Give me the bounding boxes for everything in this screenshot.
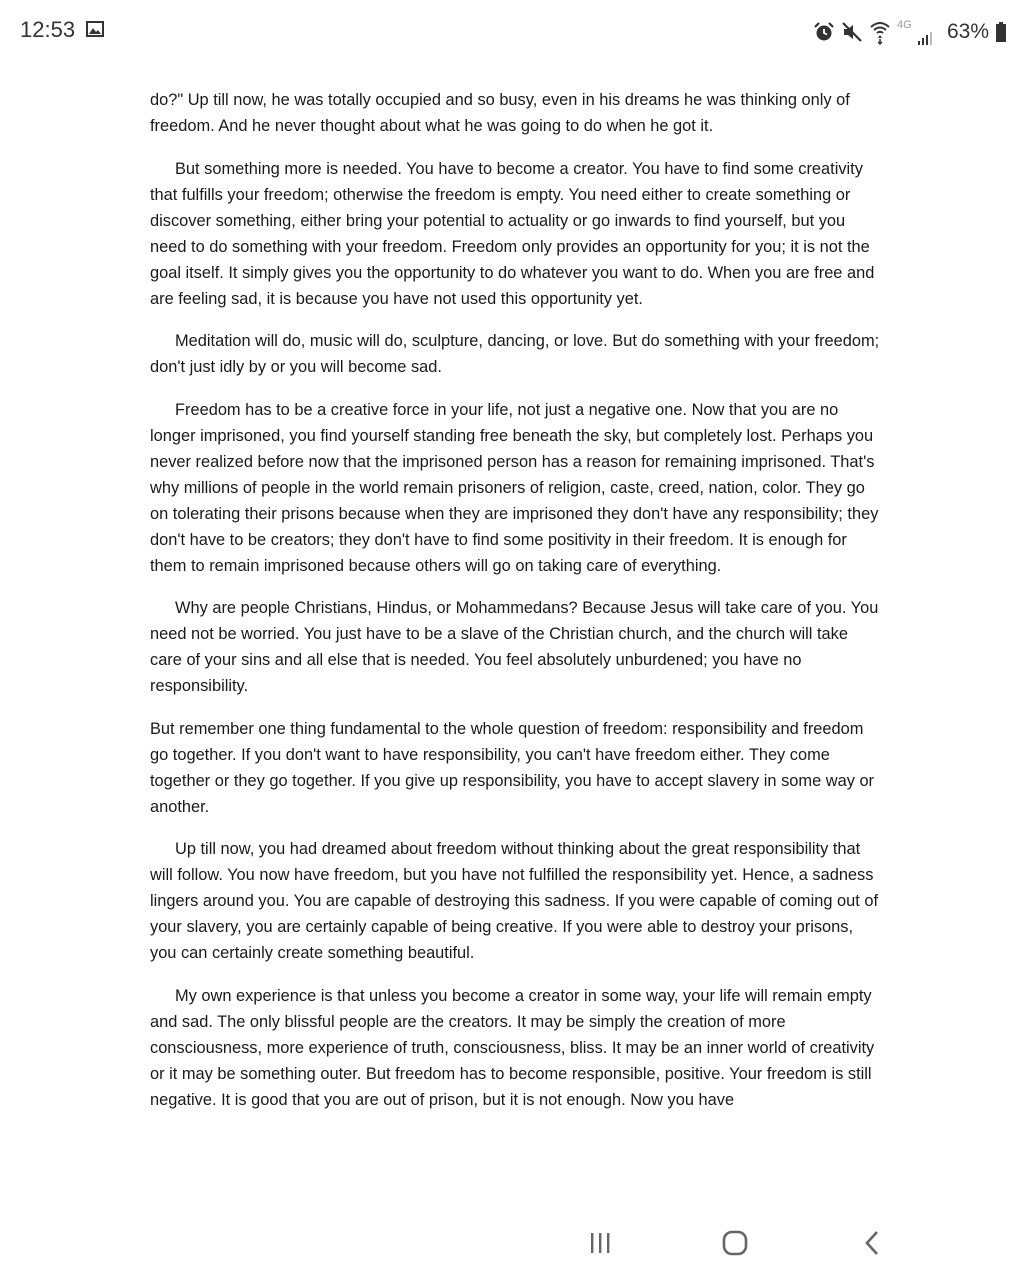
paragraph: My own experience is that unless you become a creator in some way, your life will remain empty and sad. The only blissful people are the creators. It may be simply the creation of more consciousness, more experience of truth, consciousness, bliss. It may be an inner world of creativity or it may be something outer. But freedom has to become responsible, positive. Your freedom is still negative. It is good that you are out of prison, but it is not enough. Now you have [150, 986, 875, 1109]
paragraph: But something more is needed. You have to become a creator. You have to find some creativity that fulfills your freedom; otherwise the freedom is empty. You need either to create something or discover something, either bring your potential to actuality or go inwards to find yourself, but you need to do something with your freedom. Freedom only provides an opportunity for you; it is not the goal itself. It simply gives you the opportunity to do whatever you want to do. When you are free and are feeling sad, it is because you have not used this opportunity yet. [150, 159, 875, 308]
back-button[interactable] [855, 1228, 889, 1258]
document-page[interactable] [150, 87, 880, 1129]
wifi-icon [869, 19, 891, 45]
signal-icon [897, 19, 937, 45]
paragraph: Freedom has to be a creative force in your life, not just a negative one. Now that you are no longer imprisoned, you find yourself standing free beneath the sky, but completely lost. Perhaps you never realized before now that the imprisoned person has a reason for remaining imprisoned. That's why millions of people in the world remain prisoners of religion, caste, creed, nation, color. They go on tolerating their prisons because when they are imprisoned they don't have any responsibility; they don't have to be creators; they don't have to find some positivity in their freedom. It is enough for them to remain imprisoned because others will go on taking care of everything. [150, 400, 879, 575]
paragraph: But remember one thing fundamental to the whole question of freedom: responsibility and freedom go together. If you don't want to have responsibility, you can't have freedom either. They come together or they go together. If you give up responsibility, you have to accept slavery in some way or another. [150, 719, 875, 816]
mute-icon [841, 21, 863, 43]
paragraph: Meditation will do, music will do, sculpture, dancing, or love. But do something with your freedom; don't just idly by or you will become sad. [150, 332, 880, 376]
navigation-bar [0, 1210, 1025, 1280]
gallery-icon [86, 21, 104, 37]
alarm-icon [813, 21, 835, 43]
recent-apps-button[interactable] [583, 1228, 617, 1258]
network-type-label: 4G [896, 19, 912, 31]
back-icon [862, 1229, 882, 1257]
status-bar [0, 0, 1025, 62]
system-icons [813, 18, 1007, 46]
recent-apps-icon [587, 1231, 613, 1255]
battery-icon [995, 22, 1007, 42]
home-icon [720, 1229, 750, 1257]
paragraph: Up till now, you had dreamed about freedom without thinking about the great responsibility that will follow. You now have freedom, but you have not fulfilled the responsibility yet. Hence, a sadness lingers around you. You are capable of destroying this sadness. If you were capable of coming out of your slavery, you are certainly capable of being creative. If you were able to destroy your prisons, you can certainly create something beautiful. [150, 840, 879, 962]
paragraph: do?" Up till now, he was totally occupied and so busy, even in his dreams he was thinking only of freedom. And he never thought about what he was going to do when he got it. [150, 91, 850, 135]
paragraph: Why are people Christians, Hindus, or Mohammedans? Because Jesus will take care of you. You need not be worried. You just have to be a slave of the Christian church, and the church will take care of your sins and all else that is needed. You feel absolutely unburdened; you have no responsibility. [150, 599, 879, 695]
battery-percent: 63% [946, 20, 989, 43]
home-button[interactable] [718, 1228, 752, 1258]
clock-time: 12:53 [20, 17, 76, 42]
